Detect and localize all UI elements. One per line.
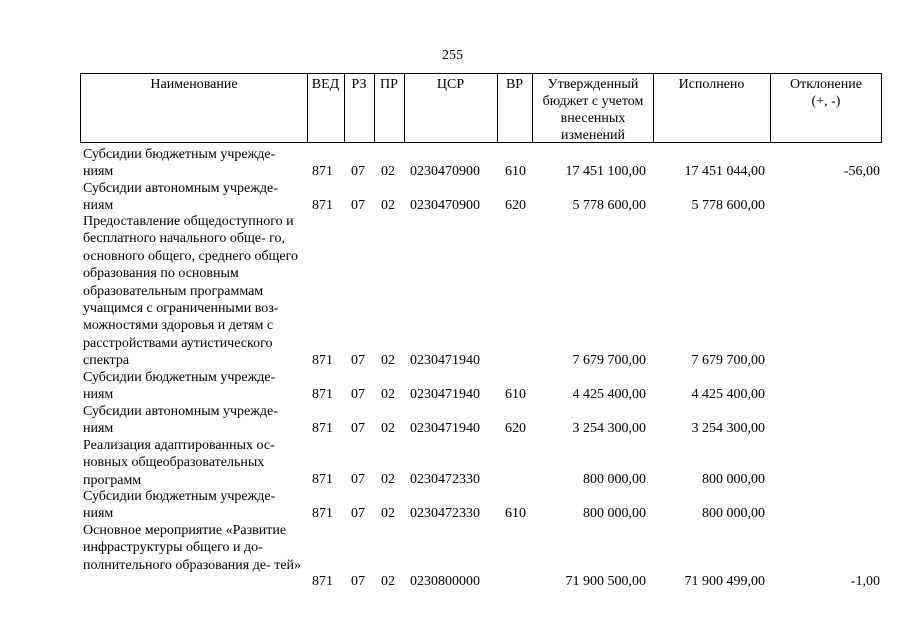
row-executed: 17 451 044,00 (684, 164, 765, 179)
row-pr: 02 (381, 472, 395, 487)
row-csr: 0230471940 (410, 353, 480, 368)
row-ved: 871 (312, 574, 333, 589)
row-name: Реализация адаптированных ос- новных общеобразовательных программ (83, 438, 275, 488)
header-csr: ЦСР (436, 77, 465, 92)
row-executed: 800 000,00 (702, 472, 765, 487)
row-pr: 02 (381, 164, 395, 179)
row-vr: 610 (505, 164, 526, 179)
row-rz: 07 (351, 574, 365, 589)
row-pr: 02 (381, 574, 395, 589)
row-ved: 871 (312, 164, 333, 179)
row-deviation: -1,00 (850, 574, 880, 589)
row-executed: 5 778 600,00 (691, 198, 765, 213)
row-approved: 7 679 700,00 (572, 353, 646, 368)
row-rz: 07 (351, 387, 365, 402)
row-pr: 02 (381, 506, 395, 521)
row-vr: 610 (505, 387, 526, 402)
row-pr: 02 (381, 198, 395, 213)
row-csr: 0230470900 (410, 198, 480, 213)
row-approved: 3 254 300,00 (572, 421, 646, 436)
row-name: Субсидии бюджетным учрежде- ниям (83, 489, 276, 522)
row-csr: 0230470900 (410, 164, 480, 179)
header-deviation: Отклонение (+, -) (790, 77, 862, 109)
row-approved: 800 000,00 (583, 472, 646, 487)
row-rz: 07 (351, 472, 365, 487)
row-csr: 0230800000 (410, 574, 480, 589)
header-ved: ВЕД (311, 77, 340, 92)
row-csr: 0230471940 (410, 387, 480, 402)
row-rz: 07 (351, 506, 365, 521)
row-executed: 71 900 499,00 (684, 574, 765, 589)
row-ved: 871 (312, 472, 333, 487)
row-vr: 610 (505, 506, 526, 521)
column-divider (532, 73, 533, 143)
row-vr: 620 (505, 421, 526, 436)
column-divider (770, 73, 771, 143)
row-approved: 4 425 400,00 (572, 387, 646, 402)
row-name: Субсидии бюджетным учрежде- ниям (83, 147, 276, 180)
row-approved: 5 778 600,00 (572, 198, 646, 213)
row-name: Субсидии автономным учрежде- ниям (83, 181, 278, 214)
row-name: Субсидии автономным учрежде- ниям (83, 404, 278, 437)
row-csr: 0230471940 (410, 421, 480, 436)
header-rz: РЗ (351, 77, 367, 92)
header-name: Наименование (150, 77, 238, 92)
row-executed: 7 679 700,00 (691, 353, 765, 368)
row-ved: 871 (312, 198, 333, 213)
row-rz: 07 (351, 421, 365, 436)
header-executed: Исполнено (678, 77, 745, 92)
row-name: Субсидии бюджетным учрежде- ниям (83, 370, 276, 403)
row-csr: 0230472330 (410, 506, 480, 521)
header-approved: Утвержденный бюджет с учетом внесенных изменений (542, 77, 644, 143)
row-name: Основное мероприятие «Развитие инфраструктуры общего и до- полнительного образования де- тей» (83, 523, 302, 573)
row-pr: 02 (381, 387, 395, 402)
row-rz: 07 (351, 353, 365, 368)
row-approved: 17 451 100,00 (565, 164, 646, 179)
row-vr: 620 (505, 198, 526, 213)
row-csr: 0230472330 (410, 472, 480, 487)
row-ved: 871 (312, 506, 333, 521)
header-pr: ПР (380, 77, 398, 92)
header-vr: ВР (505, 77, 524, 92)
row-deviation: -56,00 (843, 164, 880, 179)
row-ved: 871 (312, 387, 333, 402)
row-rz: 07 (351, 198, 365, 213)
row-name: Предоставление общедоступного и бесплатного начального обще- го, основного общего, среднего общего образования по основным образовательным программам учащимся с ограниченными воз- можностями здоровья и детям с расстройствами аутистического спектра (83, 214, 299, 369)
row-executed: 800 000,00 (702, 506, 765, 521)
row-pr: 02 (381, 353, 395, 368)
page-number: 255 (442, 48, 463, 63)
row-executed: 3 254 300,00 (691, 421, 765, 436)
row-rz: 07 (351, 164, 365, 179)
row-pr: 02 (381, 421, 395, 436)
row-approved: 800 000,00 (583, 506, 646, 521)
row-ved: 871 (312, 421, 333, 436)
row-executed: 4 425 400,00 (691, 387, 765, 402)
row-approved: 71 900 500,00 (565, 574, 646, 589)
row-ved: 871 (312, 353, 333, 368)
